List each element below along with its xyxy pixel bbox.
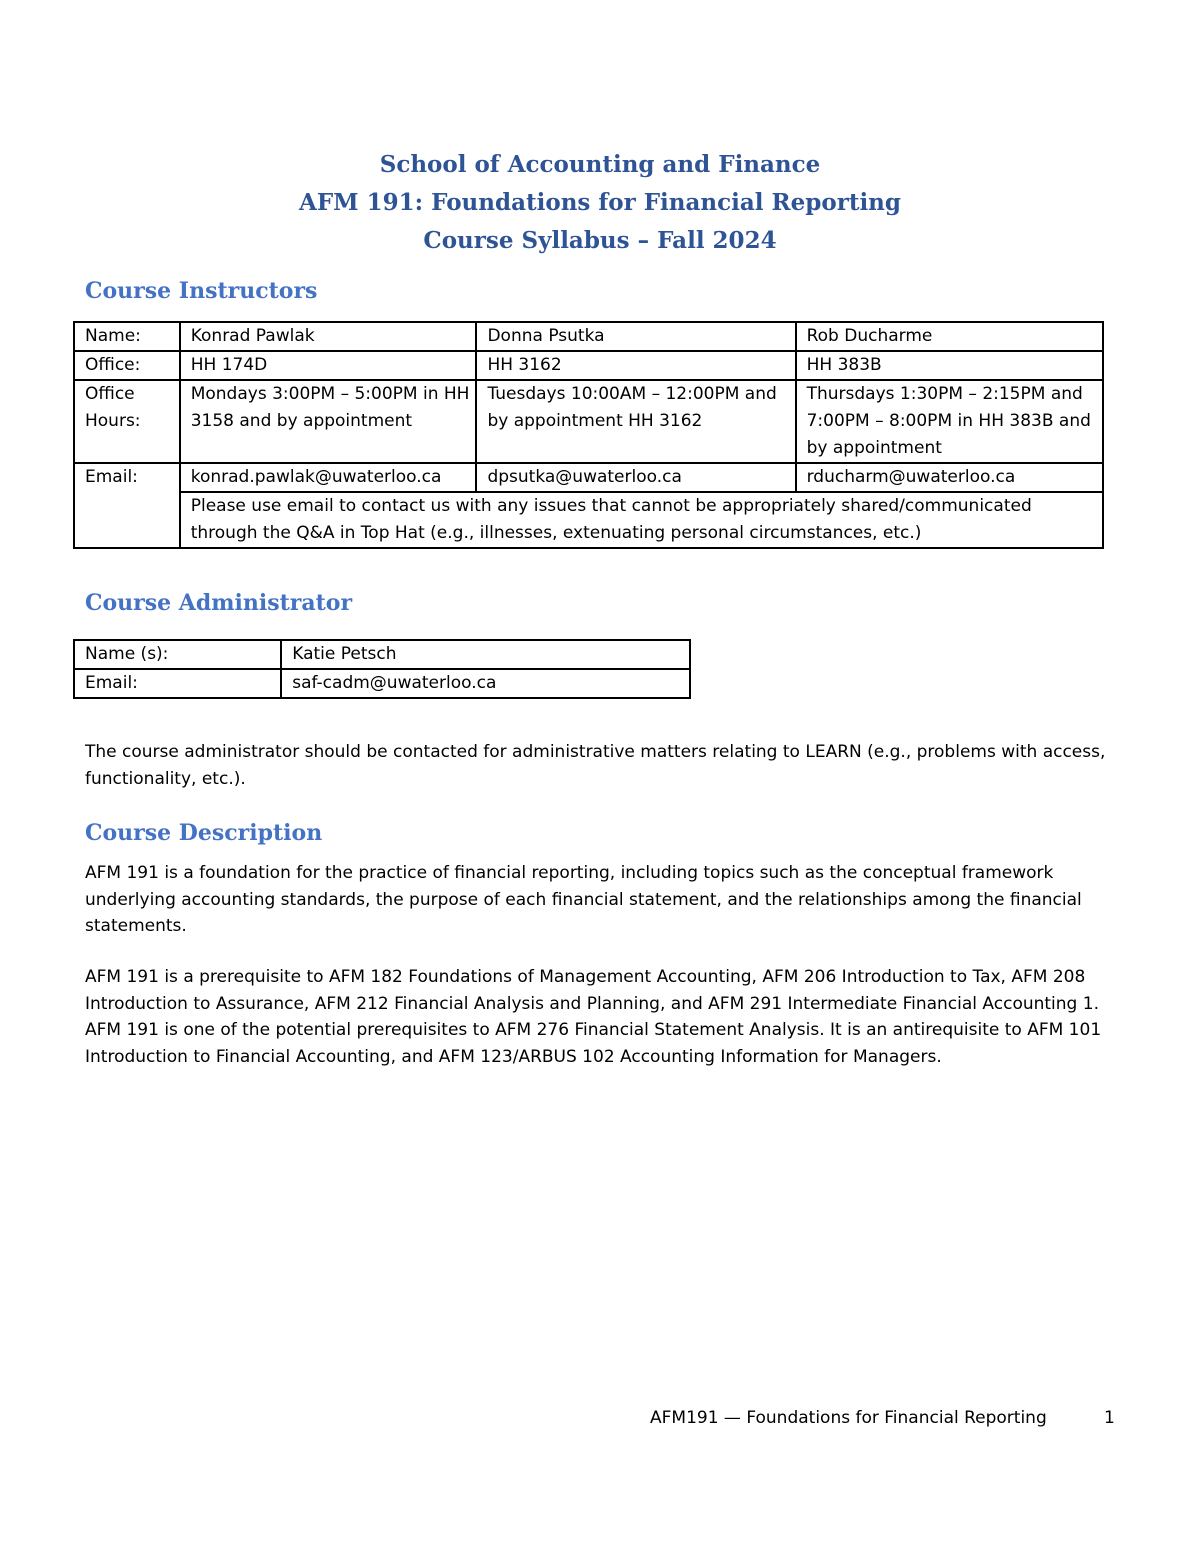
name-label: Name: bbox=[74, 322, 180, 351]
office-hours-label-line2: Hours: bbox=[85, 411, 141, 431]
description-paragraph-prerequisites: AFM 191 is a prerequisite to AFM 182 Foundations of Management Accounting, AFM 206 Introduction to Tax, AFM 208 Introduction to Assurance, AFM 212 Financial Analysis and Planning, and AFM 291 Intermediate Financial Accounting 1. AFM 191 is one of the potential prerequisites to AFM 276 Financial Statement Analysis. It is an antirequisite to AFM 101 Introduction to Financial Accounting, and AFM 123/ARBUS 102 Accounting Information for Managers. bbox=[85, 967, 1102, 1067]
email-label: Email: bbox=[74, 463, 180, 548]
admin-email-link[interactable]: saf-cadm@uwaterloo.ca bbox=[281, 669, 690, 698]
course-title: AFM 191: Foundations for Financial Reporting bbox=[299, 189, 901, 216]
instructor-name: Rob Ducharme bbox=[796, 322, 1103, 351]
instructor-email-link[interactable]: rducharm@uwaterloo.ca bbox=[796, 463, 1103, 492]
document-title-block bbox=[0, 146, 1200, 260]
instructor-name: Konrad Pawlak bbox=[180, 322, 477, 351]
instructor-email-link[interactable]: dpsutka@uwaterloo.ca bbox=[476, 463, 795, 492]
syllabus-term: Course Syllabus – Fall 2024 bbox=[423, 227, 777, 254]
instructors-table bbox=[73, 321, 1104, 549]
table-row bbox=[74, 492, 1103, 548]
page-number: 1 bbox=[1104, 1408, 1115, 1428]
table-row bbox=[74, 463, 1103, 492]
footer-course-title: AFM191 — Foundations for Financial Reporting bbox=[650, 1408, 1047, 1428]
instructors-heading: Course Instructors bbox=[85, 278, 318, 304]
email-note: Please use email to contact us with any issues that cannot be appropriately shared/communicated through the Q&A in Top Hat (e.g., illnesses, extenuating personal circumstances, etc.) bbox=[180, 492, 1103, 548]
instructor-office: HH 174D bbox=[180, 351, 477, 380]
instructor-office-hours: Tuesdays 10:00AM – 12:00PM and by appointment HH 3162 bbox=[476, 380, 795, 463]
administrator-table bbox=[73, 639, 691, 699]
instructor-office: HH 3162 bbox=[476, 351, 795, 380]
administrator-heading: Course Administrator bbox=[85, 590, 353, 616]
description-paragraph: AFM 191 is a foundation for the practice of financial reporting, including topics such as the conceptual framework underlying accounting standards, the purpose of each financial statement, and the relationships among the financial statements. bbox=[85, 863, 1082, 936]
admin-name-label: Name (s): bbox=[74, 640, 281, 669]
instructor-email-link[interactable]: konrad.pawlak@uwaterloo.ca bbox=[180, 463, 477, 492]
admin-email-label: Email: bbox=[74, 669, 281, 698]
table-row bbox=[74, 669, 690, 698]
table-row bbox=[74, 640, 690, 669]
instructor-office-hours: Mondays 3:00PM – 5:00PM in HH 3158 and by appointment bbox=[180, 380, 477, 463]
office-hours-label-line1: Office bbox=[85, 384, 135, 404]
table-row bbox=[74, 322, 1103, 351]
instructor-name: Donna Psutka bbox=[476, 322, 795, 351]
table-row bbox=[74, 380, 1103, 463]
admin-name: Katie Petsch bbox=[281, 640, 690, 669]
description-heading: Course Description bbox=[85, 820, 323, 846]
administrator-note: The course administrator should be contacted for administrative matters relating to LEARN (e.g., problems with access, functionality, etc.). bbox=[85, 742, 1106, 789]
instructor-office: HH 383B bbox=[796, 351, 1103, 380]
table-row bbox=[74, 351, 1103, 380]
office-hours-label bbox=[74, 380, 180, 463]
school-name: School of Accounting and Finance bbox=[379, 151, 821, 178]
office-label: Office: bbox=[74, 351, 180, 380]
instructor-office-hours: Thursdays 1:30PM – 2:15PM and 7:00PM – 8:00PM in HH 383B and by appointment bbox=[796, 380, 1103, 463]
